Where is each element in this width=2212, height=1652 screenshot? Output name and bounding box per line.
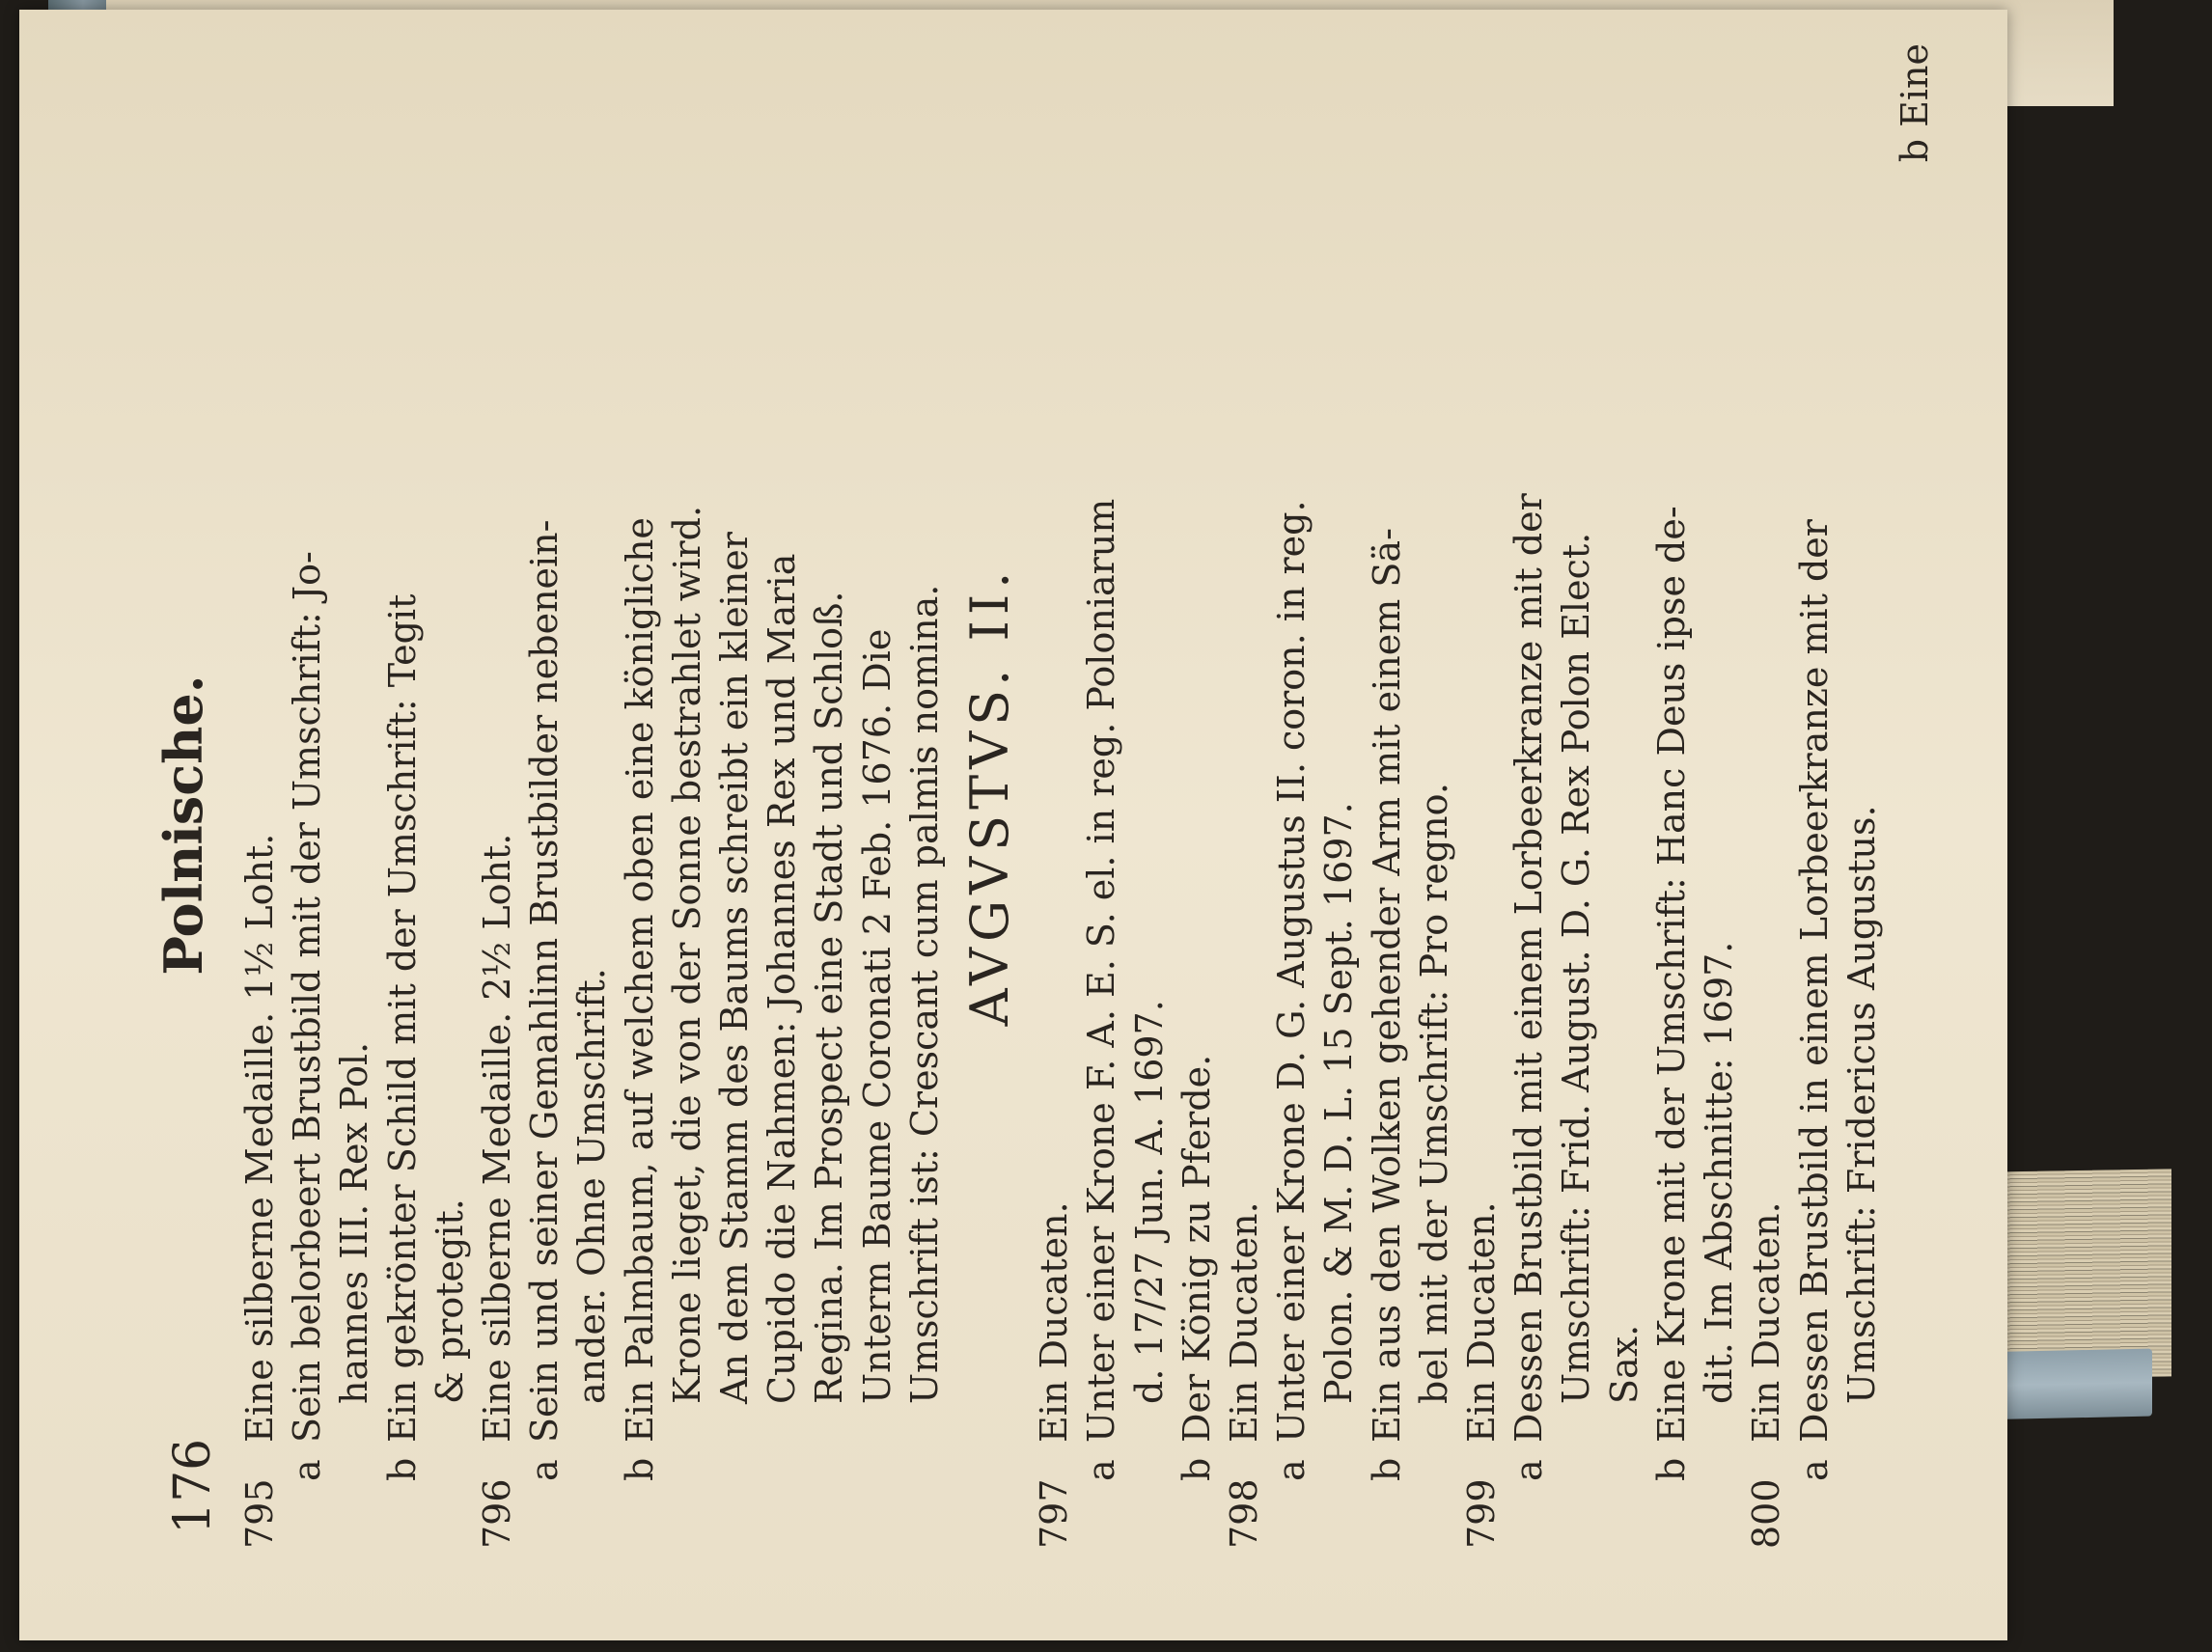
entry-text: An dem Stamm des Baums schreibt ein kleiner <box>713 532 757 1404</box>
entry-letter: a <box>1270 1459 1313 1481</box>
entry-line <box>1126 43 1174 1549</box>
running-head: Polnische. <box>152 675 214 976</box>
entry-letter: b <box>618 1457 661 1481</box>
entry-line <box>1839 43 1886 1549</box>
entry-letter <box>474 1443 521 1481</box>
entry-letter <box>568 1443 616 1481</box>
entry-number: 795 <box>238 1478 281 1549</box>
entry-line <box>1364 43 1411 1549</box>
entry-number: 800 <box>1745 1478 1788 1549</box>
entry-line <box>331 43 378 1549</box>
entry-letter <box>759 1443 806 1481</box>
entry-letter <box>331 1443 378 1481</box>
entry-text: Umschrift: Frid. August. D. G. Rex Polon Elect. <box>1555 532 1598 1404</box>
entry-number <box>1791 1481 1839 1549</box>
entry-letter <box>1126 1443 1174 1481</box>
page-body <box>236 43 1939 1549</box>
entry-line <box>1553 43 1600 1549</box>
entry-number: 798 <box>1223 1478 1266 1549</box>
entry-text: Krone lieget, die von der Sonne bestrahlet wird. <box>665 505 708 1404</box>
entry-number <box>521 1481 568 1549</box>
entry-line <box>1268 43 1315 1549</box>
entry-text: bel mit der Umschrift: Pro regno. <box>1412 783 1455 1404</box>
entry-number: 797 <box>1033 1478 1076 1549</box>
entry-text: Ein Palmbaum, auf welchem oben eine königliche <box>618 517 661 1443</box>
entry-text: Ein Ducaten. <box>1223 1201 1266 1443</box>
entry-line <box>1696 43 1743 1549</box>
entry-line <box>711 43 759 1549</box>
entry-letter: b <box>380 1457 424 1481</box>
entry-number <box>1364 1481 1411 1549</box>
entry-letter <box>806 1443 853 1481</box>
entry-letter: b <box>1175 1457 1218 1481</box>
entry-number <box>1268 1481 1315 1549</box>
entry-line <box>1791 43 1839 1549</box>
entry-letter: b <box>1649 1457 1693 1481</box>
entry-letter: a <box>1792 1459 1836 1481</box>
entry-letter <box>1743 1443 1790 1481</box>
entry-number <box>617 1481 664 1549</box>
entry-text: Eine silberne Medaille. 1½ Loht. <box>238 833 281 1443</box>
entry-letter <box>1221 1443 1268 1481</box>
entry-text: Dessen Brustbild in einem Lorbeerkranze mit der <box>1792 519 1836 1443</box>
entry-line <box>1743 43 1790 1549</box>
entry-letter <box>1601 1443 1648 1481</box>
page-number: 176 <box>164 1438 222 1534</box>
entry-number <box>284 1481 331 1549</box>
entry-letter <box>1458 1443 1506 1481</box>
entry-letter <box>1411 1443 1458 1481</box>
entry-number <box>1126 1481 1174 1549</box>
entry-line <box>1031 43 1078 1549</box>
entry-text: ander. Ohne Umschrift. <box>570 968 614 1404</box>
entry-letter: a <box>523 1459 567 1481</box>
entry-letter <box>711 1443 759 1481</box>
entry-text: Ein gekrönter Schild mit der Umschrift: Tegit <box>380 593 424 1443</box>
entry-letter <box>901 1443 949 1481</box>
entry-number <box>1078 1481 1125 1549</box>
entry-line <box>617 43 664 1549</box>
entry-line <box>664 43 711 1549</box>
entry-line <box>474 43 521 1549</box>
entry-number <box>1553 1481 1600 1549</box>
entry-number <box>901 1481 949 1549</box>
entry-line <box>521 43 568 1549</box>
entry-text: Ein Ducaten. <box>1033 1201 1076 1443</box>
entry-number <box>1315 1481 1363 1549</box>
entry-line <box>379 43 427 1549</box>
entry-letter <box>236 1443 284 1481</box>
entry-letter: b <box>1365 1457 1408 1481</box>
entry-text: Sein belorbeert Brustbild mit der Umschrift: Jo- <box>286 551 329 1443</box>
catchword: b Eine <box>1893 43 1936 163</box>
entry-line <box>1174 43 1221 1549</box>
entry-number <box>1648 1481 1696 1549</box>
entry-text: hannes III. Rex Pol. <box>333 1041 376 1404</box>
entry-line <box>1601 43 1648 1549</box>
entry-letter <box>1315 1443 1363 1481</box>
entry-number <box>1174 1481 1221 1549</box>
entry-line <box>1411 43 1458 1549</box>
entry-text: dit. Im Abschnitte: 1697. <box>1698 941 1741 1404</box>
entry-line <box>284 43 331 1549</box>
entry-line <box>568 43 616 1549</box>
entry-text: Der König zu Pferde. <box>1175 1054 1218 1443</box>
entry-list-johannes <box>236 43 949 1549</box>
entry-text: Ein Ducaten. <box>1745 1201 1788 1443</box>
book-page <box>19 10 2007 1640</box>
entry-line <box>1648 43 1696 1549</box>
entry-letter: a <box>1080 1459 1123 1481</box>
entry-text: Eine silberne Medaille. 2½ Loht. <box>476 833 519 1443</box>
entry-text: Umschrift ist: Crescant cum palmis nomina. <box>902 584 946 1404</box>
entry-letter <box>664 1443 711 1481</box>
entry-number <box>1411 1481 1458 1549</box>
entry-line <box>1078 43 1125 1549</box>
entry-text: Unter einer Krone F. A. E. S. el. in reg. Poloniarum <box>1080 498 1123 1443</box>
entry-letter <box>854 1443 901 1481</box>
entry-text: Dessen Brustbild mit einem Lorbeerkranze mit der <box>1507 493 1551 1443</box>
entry-line <box>427 43 474 1549</box>
entry-text: Polon. & M. D. L. 15 Sept. 1697. <box>1317 802 1361 1404</box>
entry-text: Ein aus den Wolken gehender Arm mit einem Sä- <box>1365 528 1408 1443</box>
entry-text: Ein Ducaten. <box>1460 1201 1504 1443</box>
entry-letter <box>1553 1443 1600 1481</box>
entry-text: Unter einer Krone D. G. Augustus II. coron. in reg. <box>1270 500 1313 1443</box>
entry-line <box>1458 43 1506 1549</box>
entry-letter <box>1031 1443 1078 1481</box>
entry-text: Umschrift: Fridericus Augustus. <box>1839 805 1883 1404</box>
entry-text: Sax. <box>1602 1324 1645 1404</box>
entry-letter: a <box>1507 1459 1551 1481</box>
entry-letter: a <box>286 1459 329 1481</box>
entry-number: 799 <box>1460 1478 1504 1549</box>
entry-letter <box>1839 1443 1886 1481</box>
entry-number <box>1506 1481 1553 1549</box>
entry-text: d. 17/27 Jun. A. 1697. <box>1127 1000 1171 1404</box>
entry-number <box>854 1481 901 1549</box>
entry-number <box>759 1481 806 1549</box>
entry-number <box>379 1481 427 1549</box>
entry-number <box>1839 1481 1886 1549</box>
entry-number <box>568 1481 616 1549</box>
entry-line <box>854 43 901 1549</box>
entry-line <box>1221 43 1268 1549</box>
entry-number <box>806 1481 853 1549</box>
entry-number: 796 <box>476 1478 519 1549</box>
entry-number <box>664 1481 711 1549</box>
entry-line <box>1315 43 1363 1549</box>
entry-line <box>806 43 853 1549</box>
entry-text: & protegit. <box>428 1198 471 1404</box>
entry-text: Unterm Baume Coronati 2 Feb. 1676. Die <box>855 628 899 1404</box>
entry-number <box>711 1481 759 1549</box>
entry-text: Regina. Im Prospect eine Stadt und Schloß. <box>808 591 851 1404</box>
entry-number <box>1696 1481 1743 1549</box>
section-heading: AVGVSTVS. II. <box>959 565 1021 1027</box>
entry-list-augustus <box>1031 43 1886 1549</box>
entry-letter <box>1696 1443 1743 1481</box>
entry-text: Cupido die Nahmen: Johannes Rex und Maria <box>760 553 804 1404</box>
entry-line <box>236 43 284 1549</box>
entry-number <box>1601 1481 1648 1549</box>
entry-number <box>331 1481 378 1549</box>
entry-number <box>427 1481 474 1549</box>
entry-text: Eine Krone mit der Umschrift: Hanc Deus ipse de- <box>1649 506 1693 1443</box>
entry-line <box>1506 43 1553 1549</box>
entry-line <box>759 43 806 1549</box>
entry-letter <box>427 1443 474 1481</box>
entry-text: Sein und seiner Gemahlinn Brustbilder nebenein- <box>523 519 567 1443</box>
entry-line <box>901 43 949 1549</box>
